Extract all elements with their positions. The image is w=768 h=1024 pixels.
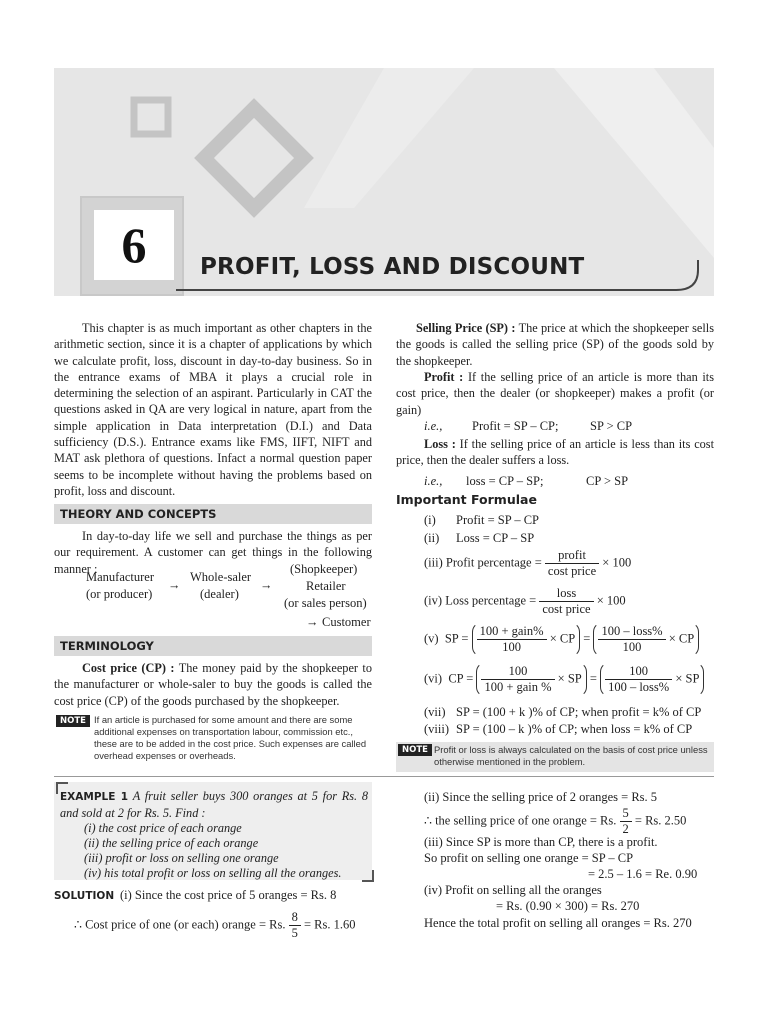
formula-4-numerator: loss [539, 586, 593, 602]
solution-3c: = 2.5 – 1.6 = Re. 0.90 [588, 867, 698, 881]
formula-5-end: × CP [668, 631, 695, 646]
terminology-heading: TERMINOLOGY [54, 636, 372, 656]
formula-5-frac-b [598, 624, 665, 655]
example-question-text: A fruit seller buys 300 oranges at 5 for Rs. 8 and sold at 2 for Rs. 5. Find : [60, 789, 368, 821]
solution-1: (i) Since the cost price of 5 oranges = Rs. 8 [120, 888, 337, 902]
formula-5-num: (v) [424, 631, 439, 646]
example-question [60, 788, 368, 822]
formula-4 [424, 586, 626, 617]
formula-7: SP = (100 + k )% of CP; when profit = k% of CP [456, 705, 702, 719]
formula-1-num: (i) [424, 513, 436, 527]
formula-5-mid: × CP [549, 631, 576, 646]
flow-wholesaler: Whole-saler [190, 570, 252, 584]
formula-5-a-numerator: 100 + gain% [477, 624, 547, 640]
cost-price-label: Cost price (CP) : [82, 661, 175, 675]
formula-6-end: × SP [675, 671, 700, 686]
formula-4-num: (iv) [424, 593, 443, 608]
solution-1b-post: = Rs. 1.60 [303, 917, 356, 932]
cost-price-text: The money paid by the shopkeeper to the manufacturer or whole-saler to buy the goods is called the cost price (CP) of the goods purchased by the shopkeeper. [54, 661, 372, 708]
formula-1: Profit = SP – CP [456, 513, 540, 527]
formula-5 [424, 622, 699, 657]
loss-label: Loss : [424, 437, 456, 451]
formula-5-b-numerator: 100 – loss% [598, 624, 665, 640]
formula-6-left: CP = [448, 671, 474, 686]
section-divider [54, 776, 714, 777]
formula-5-b-denominator: 100 [622, 640, 642, 654]
formula-4-right: × 100 [596, 593, 626, 608]
solution-1b-pre: ∴ Cost price of one (or each) orange = Rs. [74, 917, 286, 932]
solution-1b-numerator: 8 [289, 910, 301, 926]
ie-2: i.e., [424, 474, 443, 488]
formula-note [396, 742, 714, 772]
solution-2: (ii) Since the selling price of 2 oranges = Rs. 5 [424, 790, 658, 804]
solution-2b-post: = Rs. 2.50 [634, 813, 687, 828]
flow-wholesaler-sub: (dealer) [200, 587, 239, 601]
solution-4: (iv) Profit on selling all the oranges [424, 883, 602, 897]
loss-condition: CP > SP [586, 474, 629, 488]
profit-label: Profit : [424, 370, 464, 384]
formulae-heading: Important Formulae [396, 492, 537, 507]
flow-sales-person: (or sales person) [284, 596, 367, 610]
solution-3b: So profit on selling one orange = SP – CP [424, 851, 634, 865]
solution-tag: SOLUTION [54, 890, 115, 902]
example-tag: EXAMPLE 1 [60, 791, 129, 803]
example-part-3: (iii) profit or loss on selling one orange [84, 851, 279, 865]
flow-manufacturer-sub: (or producer) [86, 587, 153, 601]
intro-paragraph: This chapter is as much important as other chapters in the arithmetic section, since it is a chapter of applications by which we calculate profit, loss, discount in day-to-day business. So in the entrance exams of MBA it plays a crucial role in determining the selection of an aspirant. Particularly in CAT the questions asked in QA are very logical in nature, apart from the simple application in Data interpretation (D.I.) and Data sufficiency (D.S.). Entrance exams like FMS, IIFT, NIFT and MAT ask plethora of questions. Infact a normal question paper seems to be incomplete without having the problems based on profit, loss and discount. [54, 321, 372, 498]
note-tag: NOTE [56, 715, 90, 727]
formula-2-num: (ii) [424, 531, 440, 545]
selling-price-text: The price at which the shopkeeper sells the goods is called the selling price (SP) of the goods sold by the shopkeeper. [396, 321, 714, 368]
formula-6-frac-b [605, 664, 672, 695]
solution-2b [424, 806, 686, 837]
formula-6-b-denominator: 100 – loss% [608, 680, 670, 694]
example-part-2: (ii) the selling price of each orange [84, 836, 259, 850]
solution-4c: Hence the total profit on selling all oranges = Rs. 270 [424, 916, 692, 930]
chapter-title: PROFIT, LOSS AND DISCOUNT [200, 254, 585, 280]
formula-6-b-numerator: 100 [605, 664, 672, 680]
formula-5-left: SP = [444, 631, 469, 646]
chapter-number: 6 [121, 217, 147, 273]
loss-paragraph [396, 436, 714, 469]
flow-customer: Customer [322, 615, 371, 629]
profit-formula: Profit = SP – CP; [472, 419, 559, 433]
flow-arrow-3: → [306, 615, 319, 629]
solution-1b [74, 910, 355, 941]
formula-8: SP = (100 – k )% of CP; when loss = k% of CP [456, 722, 693, 736]
formula-6-paren-b [600, 662, 704, 697]
formula-6 [424, 662, 704, 697]
formula-6-num: (vi) [424, 671, 443, 686]
formula-4-fraction [539, 586, 593, 617]
ie-1: i.e., [424, 419, 443, 433]
formula-4-left: Loss percentage = [445, 593, 537, 608]
formula-5-frac-a [477, 624, 547, 655]
loss-formula: loss = CP – SP; [466, 474, 544, 488]
flow-arrow-1: → [168, 578, 181, 592]
formula-3-num: (iii) [424, 555, 443, 570]
cost-price-paragraph [54, 660, 372, 709]
terminology-note [54, 714, 372, 762]
loss-text: If the selling price of an article is less than its cost price, then the dealer suffers a loss. [396, 437, 715, 468]
chapter-number-box [94, 210, 174, 280]
formula-3-right: × 100 [602, 555, 632, 570]
solution-1b-denominator: 5 [291, 926, 298, 940]
flow-retailer: Retailer [306, 579, 346, 593]
solution-2b-numerator: 5 [620, 806, 632, 822]
flow-manufacturer: Manufacturer [86, 570, 155, 584]
flow-shopkeeper: (Shopkeeper) [290, 562, 358, 576]
profit-condition: SP > CP [590, 419, 633, 433]
example-corner-br [362, 870, 374, 882]
note-text-2: Profit or loss is always calculated on the basis of cost price unless otherwise mentioned in the problem. [434, 744, 708, 767]
selling-price-label: Selling Price (SP) : [416, 321, 516, 335]
formula-5-a-denominator: 100 [502, 640, 521, 654]
formula-2: Loss = CP – SP [456, 531, 535, 545]
formula-3-left: Profit percentage = [445, 555, 542, 570]
formula-6-a-denominator: 100 + gain % [484, 680, 552, 694]
example-part-4: (iv) his total profit or loss on selling all the oranges. [84, 866, 342, 880]
formula-8-num: (viii) [424, 722, 449, 736]
formula-5-paren-a [472, 622, 581, 657]
formula-6-eq: = [589, 671, 597, 686]
theory-heading: THEORY AND CONCEPTS [54, 504, 372, 524]
formula-6-a-numerator: 100 [481, 664, 554, 680]
formula-6-paren-a [476, 662, 586, 697]
flow-arrow-2: → [260, 578, 273, 592]
note-tag-2: NOTE [398, 744, 432, 756]
solution-3: (iii) Since SP is more than CP, there is a profit. [424, 835, 658, 849]
note-text: If an article is purchased for some amount and there are some additional expenses on transportation labour, commission etc., these are to be added in the cost price. Such expenses are called overhead expenses or overheads. [94, 714, 367, 761]
selling-price-paragraph [396, 320, 714, 369]
solution-4b: = Rs. (0.90 × 300) = Rs. 270 [496, 899, 640, 913]
solution-2b-denominator: 2 [622, 822, 629, 836]
theory-text: In day-to-day life we sell and purchase the things as per our requirement. A customer can get things in the following manner : [54, 529, 372, 576]
profit-text: If the selling price of an article is more than its cost price, then the dealer (or shopkeeper) makes a profit (or gain) [396, 370, 714, 417]
formula-7-num: (vii) [424, 705, 446, 719]
title-underline [176, 240, 706, 296]
formula-5-eq: = [583, 631, 591, 646]
formula-6-mid: × SP [557, 671, 582, 686]
solution-2b-pre: ∴ the selling price of one orange = Rs. [424, 813, 617, 828]
formula-6-frac-a [481, 664, 554, 695]
formula-3 [424, 548, 631, 579]
formula-3-fraction [545, 548, 599, 579]
formula-4-denominator: cost price [542, 602, 591, 616]
example-part-1: (i) the cost price of each orange [84, 821, 242, 835]
profit-paragraph [396, 369, 714, 418]
solution-1b-frac [289, 910, 301, 941]
formula-3-denominator: cost price [547, 564, 597, 578]
formula-5-paren-b [593, 622, 699, 657]
solution-2b-frac [620, 806, 632, 837]
formula-3-numerator: profit [545, 548, 599, 564]
